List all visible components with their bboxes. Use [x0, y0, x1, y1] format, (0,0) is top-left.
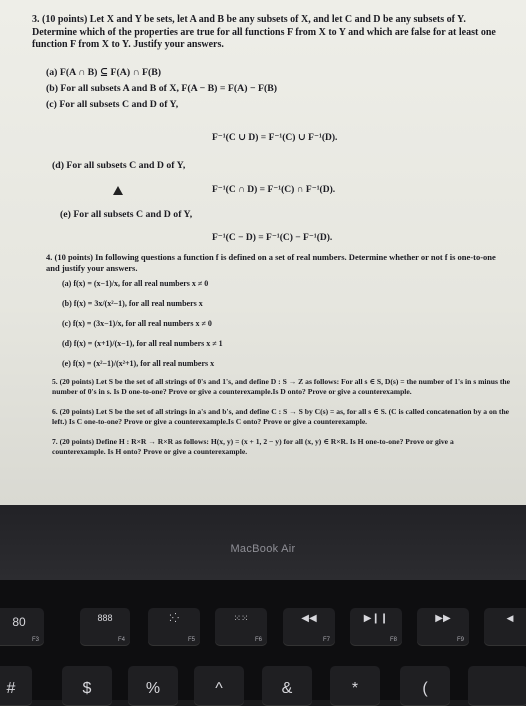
question-4d: (d) f(x) = (x+1)/(x−1), for all real numbers x ≠ 1 [62, 339, 223, 348]
question-4b: (b) f(x) = 3x/(x²−1), for all real numbers x [62, 299, 203, 308]
number-key-row [0, 666, 526, 706]
question-4c: (c) f(x) = (3x−1)/x, for all real numbers x ≠ 0 [62, 319, 212, 328]
key-8[interactable]: * [330, 666, 380, 706]
play-pause-icon: ▶❙❙ [363, 613, 389, 624]
question-3b: (b) For all subsets A and B of X, F(A − B) = F(A) − F(B) [46, 83, 278, 94]
question-4-intro: 4. (10 points) In following questions a function f is defined on a set of real numbers. Determine whether or not f is one-to-one and justify your answers. [46, 252, 496, 273]
question-3d-formula: F⁻¹(C ∩ D) = F⁻¹(C) ∩ F⁻¹(D). [212, 185, 336, 195]
question-3a: (a) F(A ∩ B) ⊆ F(A) ∩ F(B) [46, 67, 162, 78]
key-f3[interactable]: 80 F3 [0, 608, 44, 646]
question-3-intro: 3. (10 points) Let X and Y be sets, let A and B be any subsets of X, and let C and D be any subsets of Y. Determine which of the properties are true for all functions F from X to Y and which are false for at least one function F from X to Y. Justify your answers. [32, 14, 496, 50]
keyboard-brightness-down-icon: ⁚⁛ [168, 613, 180, 623]
question-6: 6. (20 points) Let S be the set of all strings in a's and b's, and define C : S → S by C(s) = as, for all s ∈ S. (C is called concatenation by a on the left.) Is C one-to-one? Prove or give a counterexample.Is C onto? Prove or give a counterexample. [52, 407, 510, 426]
mission-control-icon: 80 [12, 615, 26, 629]
mute-icon: ◀ [506, 613, 514, 623]
key-3[interactable]: # [0, 666, 32, 706]
fast-forward-icon: ▶▶ [435, 613, 451, 624]
question-5: 5. (20 points) Let S be the set of all strings of 0's and 1's, and define D : S → Z as follows: For all s ∈ S, D(s) = the number of 1's in s minus the number of 0's in s. Is D one-to-one? Prove or give a counterexample.Is D onto? Prove or give a counterexample. [52, 377, 510, 396]
rewind-icon: ◀◀ [301, 613, 317, 624]
key-7[interactable]: & [262, 666, 312, 706]
key-9[interactable]: ( [400, 666, 450, 706]
mouse-pointer-icon [113, 186, 123, 195]
key-f6[interactable]: ⁙⁙ F6 [215, 608, 267, 646]
question-7: 7. (20 points) Define H : R×R → R×R as follows: H(x, y) = (x + 1, 2 − y) for all (x, y) ∈ R×R. Is H one-to-one? Prove or give a counterexample. Is H onto? Prove or give a counterexample. [52, 437, 454, 456]
key-0[interactable] [468, 666, 526, 706]
key-f7[interactable]: ◀◀ F7 [283, 608, 335, 646]
question-3e: (e) For all subsets C and D of Y, [60, 209, 193, 220]
question-3c: (c) For all subsets C and D of Y, [46, 99, 179, 110]
key-f9[interactable]: ▶▶ F9 [417, 608, 469, 646]
question-4e: (e) f(x) = (x²−1)/(x²+1), for all real numbers x [62, 359, 215, 368]
question-4a: (a) f(x) = (x−1)/x, for all real numbers x ≠ 0 [62, 279, 209, 288]
key-4[interactable]: $ [62, 666, 112, 706]
question-3d: (d) For all subsets C and D of Y, [52, 160, 186, 171]
key-f5[interactable]: ⁚⁛ F5 [148, 608, 200, 646]
laptop-brand-label: MacBook Air [230, 543, 296, 555]
key-f4[interactable]: 888 F4 [80, 608, 130, 646]
question-3e-formula: F⁻¹(C − D) = F⁻¹(C) − F⁻¹(D). [212, 233, 333, 243]
question-3c-formula: F⁻¹(C ∪ D) = F⁻¹(C) ∪ F⁻¹(D). [212, 133, 338, 143]
key-f10[interactable] [484, 608, 526, 646]
keyboard [0, 580, 526, 700]
keyboard-brightness-up-icon: ⁙⁙ [233, 613, 249, 623]
function-key-row [0, 608, 526, 648]
key-6[interactable]: ^ [194, 666, 244, 706]
key-5[interactable]: % [128, 666, 178, 706]
key-f8[interactable]: ▶❙❙ F8 [350, 608, 402, 646]
launchpad-icon: 888 [97, 613, 113, 623]
